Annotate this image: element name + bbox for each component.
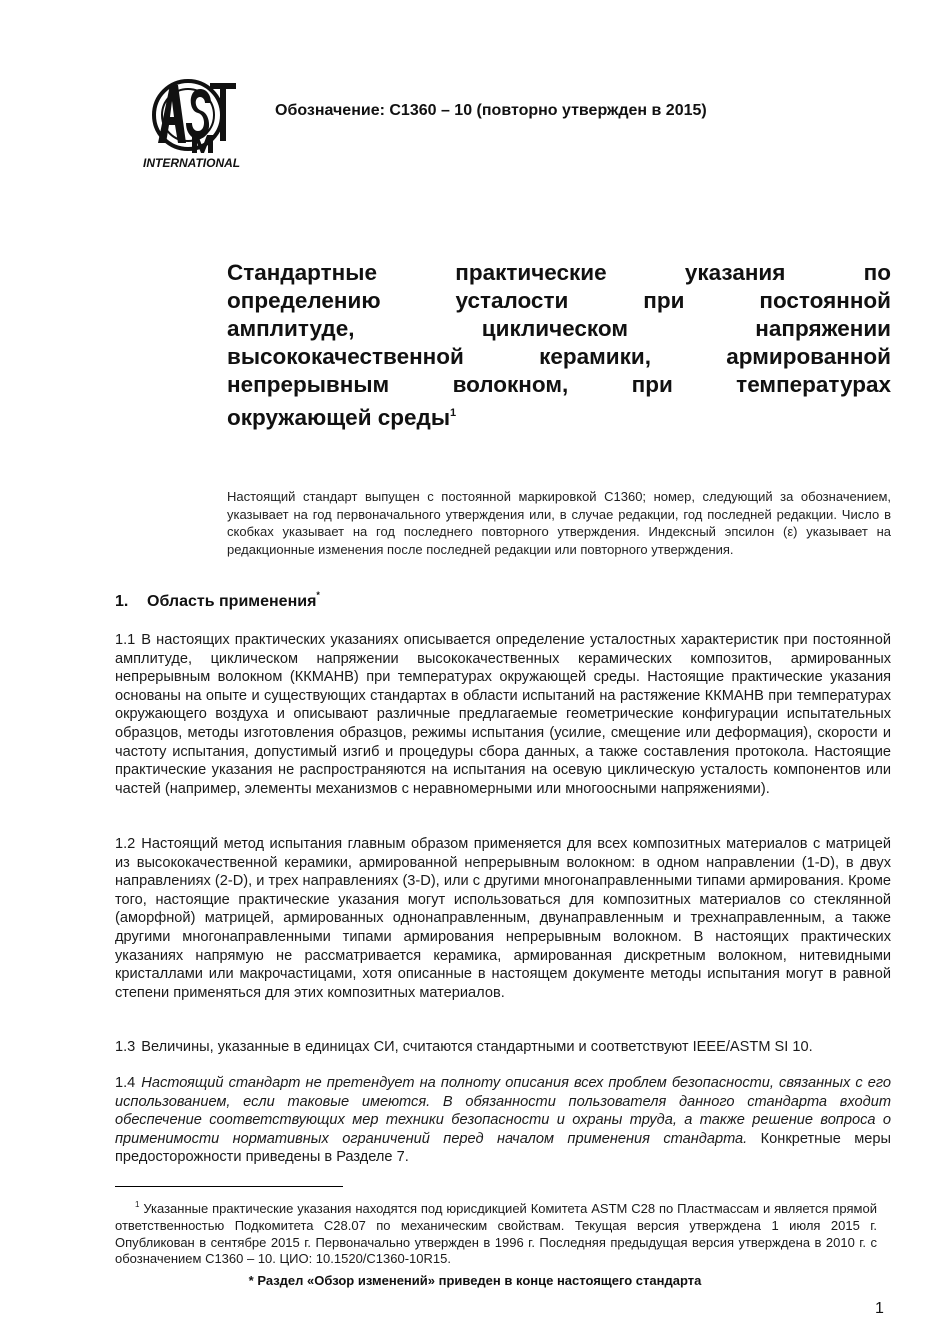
- astm-logo-icon: [140, 75, 255, 175]
- title-line-text: окружающей среды: [227, 405, 451, 430]
- standard-notice: Настоящий стандарт выпущен с постоянной маркировкой C1360; номер, следующий за обозначением, указывает на год первоначального утверждения или, в случае редакции, год последней редакции. Число в скобках указывает на год последнего повторного утверждения. Индексный эпсилон (ε) указывает на редакционные изменения после последней редакции или повторного утверждения.: [227, 489, 891, 557]
- paragraph-number: 1.4: [115, 1075, 136, 1091]
- paragraph-number: 1.1: [115, 632, 136, 648]
- paragraph-number: 1.2: [115, 836, 136, 852]
- footnote: [115, 1197, 877, 1268]
- page-number: 1: [875, 1300, 884, 1317]
- title-line: высококачественной керамики, армированной: [227, 344, 891, 369]
- review-note: * Раздел «Обзор изменений» приведен в конце настоящего стандарта: [248, 1273, 702, 1288]
- section-number: 1.: [115, 593, 129, 610]
- footnote-mark: 1: [135, 1200, 140, 1209]
- paragraph-text: Величины, указанные в единицах СИ, считаются стандартными и соответствуют IEEE/ASTM SI 10.: [141, 1039, 813, 1055]
- paragraph-end: .: [404, 1149, 409, 1166]
- footnote-divider: [115, 1186, 343, 1187]
- title-footnote-mark: 1: [450, 407, 457, 419]
- title-line: определению усталости при постоянной: [227, 288, 891, 313]
- title-line: амплитуде, циклическом напряжении: [227, 316, 891, 341]
- title-line: Стандартные практические указания по: [227, 260, 891, 285]
- paragraph-text: В настоящих практических указаниях описывается определение усталостных характеристик при постоянной амплитуде, циклическом напряжении высококачественных керамических композитов, армированных непрерывным волокном (ККМАНВ) при температурах окружающей среды. Настоящие практические указания основаны на опыте и существующих стандартах в области испытаний на растяжение ККМАНВ при температурах окружающего воздуха и описывают различные предлагаемые геометрические конфигурации испытательных образцов, методы изготовления образцов, режимы испытания (усилие, смещение или деформация), скорости и частоту испытания, допустимый изгиб и процедуры сбора данных, а также составления протокола. Настоящие практические указания не распространяются на испытания на осевую циклическую усталость компонентов или частей (например, элементы механизмов с неравномерными или многоосными напряжениями).: [115, 632, 891, 797]
- title-last-line: [227, 399, 891, 432]
- document-designation: Обозначение: C1360 – 10 (повторно утвержден в 2015): [275, 102, 707, 119]
- section-mark: *: [316, 590, 320, 600]
- section-7-reference-link[interactable]: Разделе 7: [336, 1149, 405, 1166]
- safety-statement: Настоящий стандарт не претендует на полноту описания всех проблем безопасности, связанных с его использованием, если таковые имеются. В обязанности пользователя данного стандарта входит обеспечение соответствующих мер техники безопасности и охраны труда, а также решение вопроса о применимости нормативных ограничений перед началом применения стандарта.: [115, 1075, 891, 1147]
- paragraph-1-1: [115, 631, 891, 798]
- svg-text:INTERNATIONAL: INTERNATIONAL: [143, 156, 241, 170]
- title-line: непрерывным волокном, при температурах: [227, 372, 891, 397]
- paragraph-text: Конкретные меры предосторожности приведены в: [115, 1130, 891, 1166]
- paragraph-number: 1.3: [115, 1039, 136, 1055]
- paragraph-1-3: [115, 1038, 891, 1057]
- footnote-text: Указанные практические указания находятся под юрисдикцией Комитета ASTM C28 по Пластмассам и является прямой ответственностью Подкомитета C28.07 по механическим свойствам. Текущая версия утверждена 1 июля 2015 г. Опубликован в сентябре 2015 г. Первоначально утвержден в 1996 г. Последняя предыдущая версия утверждена в 2010 г. с обозначением C1360 – 10. ЦИО: 10.1520/C1360-10R15.: [115, 1201, 877, 1267]
- paragraph-1-4: [115, 1074, 891, 1167]
- section-heading: [115, 590, 320, 611]
- paragraph-text: Настоящий метод испытания главным образом применяется для всех композитных материалов с матрицей из высококачественной керамики, армированной непрерывным волокном: в одном направлении (1-D), в двух направлениях (2-D), и трех направлениях (3-D), или с другими многонаправленными типами армирования. Кроме того, настоящие практические указания могут использоваться для композитных материалов со стеклянной (аморфной) матрицей, армированных однонаправленным, двунаправленным и трехнаправленным, а также другими многонаправленными типами армирования непрерывным волокном. В настоящих практических указаниях напрямую не рассматривается керамика, армированная дискретным волокном, нитевидными кристаллами или макрочастицами, хотя описанные в настоящем документе методы испытания могут в равной степени применяться для этих композитных материалов.: [115, 836, 891, 1001]
- paragraph-1-2: [115, 835, 891, 1002]
- document-title: [227, 259, 891, 432]
- section-title: Область применения: [147, 593, 317, 610]
